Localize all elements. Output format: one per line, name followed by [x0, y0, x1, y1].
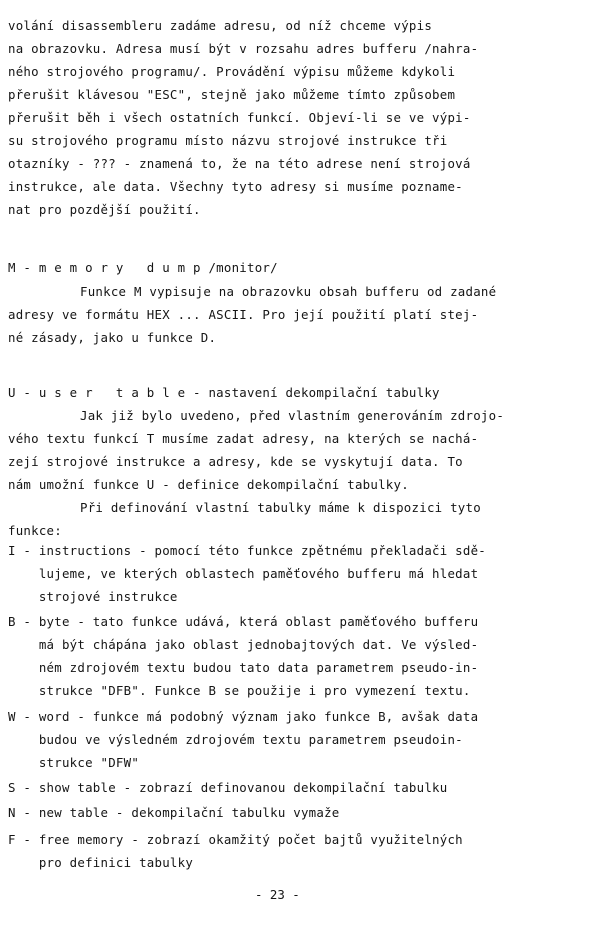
user-table-key: U - u s e r t a b l e: [8, 385, 186, 400]
function-item-word: budou ve výsledném zdrojovém textu parametrem pseudoin-: [8, 732, 463, 747]
function-item-byte: strukce "DFB". Funkce B se použije i pro vymezení textu.: [8, 683, 471, 698]
user-table-line: vého textu funkcí T musíme zadat adresy, na kterých se nachá-: [8, 431, 479, 446]
memory-dump-line: né zásady, jako u funkce D.: [8, 330, 217, 345]
intro-line: přerušit běh i všech ostatních funkcí. Objeví-li se ve výpi-: [8, 110, 471, 125]
function-item-word: W - word - funkce má podobný význam jako funkce B, avšak data: [8, 709, 479, 724]
intro-line: přerušit klávesou "ESC", stejně jako můžeme tímto způsobem: [8, 87, 456, 102]
intro-line: ného strojového programu/. Provádění výpisu můžeme kdykoli: [8, 64, 456, 79]
user-table-line: zejí strojové instrukce a adresy, kde se vyskytují data. To: [8, 454, 463, 469]
function-item-instructions: I - instructions - pomocí této funkce zpětnému překladači sdě-: [8, 543, 487, 558]
intro-line: volání disassembleru zadáme adresu, od níž chceme výpis: [8, 18, 433, 33]
function-item-byte: ném zdrojovém textu budou tato data parametrem pseudo-in-: [8, 660, 479, 675]
user-table-line: Jak již bylo uvedeno, před vlastním generováním zdrojo-: [80, 408, 505, 423]
intro-line: su strojového programu místo názvu strojové instrukce tři: [8, 133, 448, 148]
user-table-note: - nastavení dekompilační tabulky: [185, 385, 440, 400]
memory-dump-heading: [8, 257, 278, 279]
intro-line: otazníky - ??? - znamená to, že na této adrese není strojová: [8, 156, 471, 171]
function-item-free-memory: F - free memory - zobrazí okamžitý počet bajtů využitelných: [8, 832, 463, 847]
user-table-line: Při definování vlastní tabulky máme k dispozici tyto: [80, 500, 481, 515]
function-item-show-table: S - show table - zobrazí definovanou dekompilační tabulku: [8, 780, 448, 795]
user-table-line: funkce:: [8, 523, 62, 538]
function-item-new-table: N - new table - dekompilační tabulku vymaže: [8, 805, 340, 820]
intro-line: na obrazovku. Adresa musí být v rozsahu adres bufferu /nahra-: [8, 41, 479, 56]
function-item-byte: má být chápána jako oblast jednobajtových dat. Ve výsled-: [8, 637, 479, 652]
page-number: - 23 -: [255, 887, 300, 902]
function-item-instructions: strojové instrukce: [8, 589, 178, 604]
function-item-free-memory: pro definici tabulky: [8, 855, 194, 870]
user-table-heading: [8, 382, 440, 404]
memory-dump-note: /monitor/: [200, 260, 278, 275]
user-table-line: nám umožní funkce U - definice dekompilační tabulky.: [8, 477, 409, 492]
memory-dump-line: adresy ve formátu HEX ... ASCII. Pro její použití platí stej-: [8, 307, 479, 322]
memory-dump-key: M - m e m o r y d u m p: [8, 260, 201, 275]
function-item-instructions: lujeme, ve kterých oblastech paměťového bufferu má hledat: [8, 566, 479, 581]
intro-line: instrukce, ale data. Všechny tyto adresy si musíme poznamе-: [8, 179, 463, 194]
intro-line: nat pro pozdější použití.: [8, 202, 201, 217]
function-item-word: strukce "DFW": [8, 755, 140, 770]
memory-dump-line: Funkce M vypisuje na obrazovku obsah bufferu od zadané: [80, 284, 497, 299]
function-item-byte: B - byte - tato funkce udává, která oblast paměťového bufferu: [8, 614, 479, 629]
